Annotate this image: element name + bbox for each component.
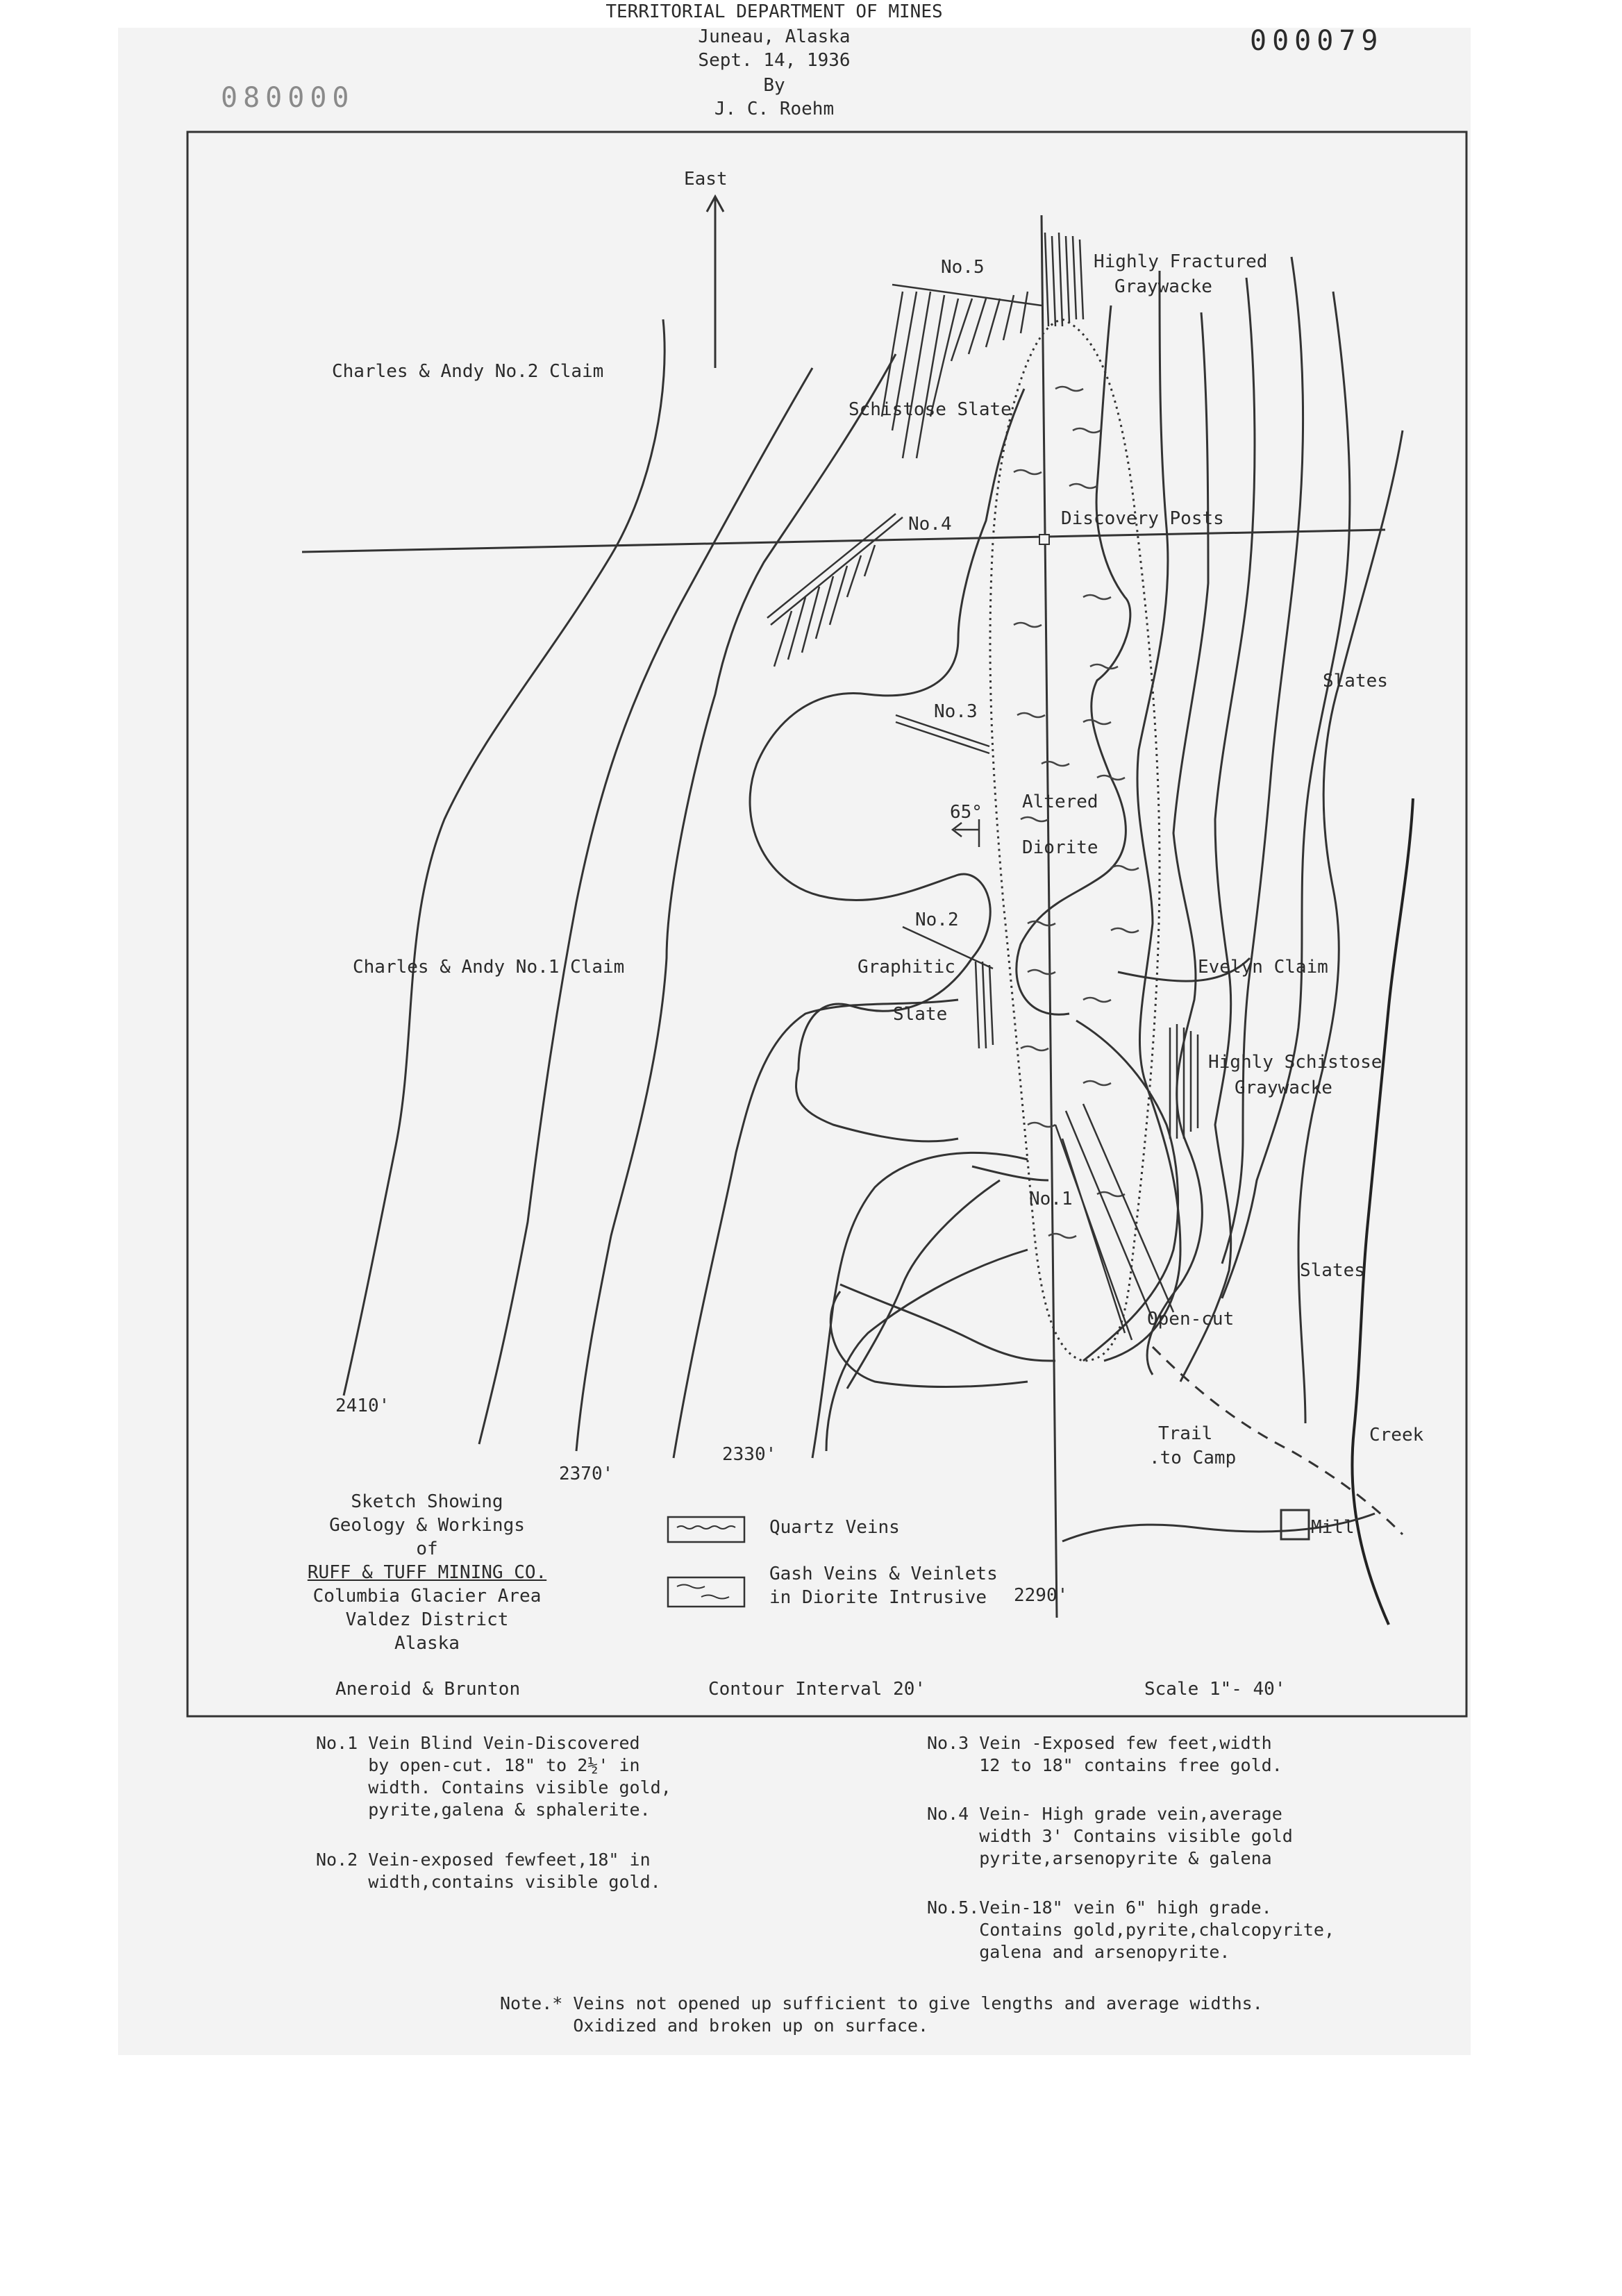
- legend-gash-label-2: in Diorite Intrusive: [769, 1587, 987, 1608]
- claim-no2-label: Charles & Andy No.2 Claim: [332, 361, 604, 382]
- slates-lower-label: Slates: [1300, 1260, 1365, 1281]
- legend-quartz-label: Quartz Veins: [769, 1517, 900, 1538]
- vein-no1-label: No.1: [1029, 1189, 1073, 1209]
- diorite-label: Diorite: [1022, 837, 1098, 858]
- discovery-posts-label: Discovery Posts: [1061, 508, 1224, 529]
- header-department: TERRITORIAL DEPARTMENT OF MINES: [605, 1, 943, 22]
- trail-label-2: .to Camp: [1149, 1448, 1237, 1468]
- vein-no5-hatch: [882, 285, 1042, 458]
- legend-title-5: Columbia Glacier Area: [312, 1586, 542, 1607]
- vein-no3-label: No.3: [934, 701, 978, 722]
- creek-label: Creek: [1369, 1425, 1424, 1446]
- contour-2290-label: 2290': [1014, 1585, 1069, 1606]
- discovery-post-marker: [1039, 535, 1049, 544]
- note-footnote: Note.* Veins not opened up sufficient to give lengths and average widths. Oxidized and broken up on surface.: [500, 1993, 1263, 2036]
- header-date: Sept. 14, 1936: [698, 50, 851, 71]
- contour-2330-label: 2330': [722, 1444, 777, 1465]
- header-author: J. C. Roehm: [714, 99, 835, 119]
- legend-gash-symbol: [668, 1577, 744, 1607]
- vein-no5-label: No.5: [941, 257, 985, 278]
- note-vein-no3: No.3 Vein -Exposed few feet,width 12 to 18" contains free gold.: [927, 1733, 1282, 1775]
- creek-line: [1352, 798, 1413, 1625]
- aneroid-label: Aneroid & Brunton: [335, 1679, 521, 1700]
- legend-title-2: Geology & Workings: [329, 1515, 525, 1536]
- slates-upper-label: Slates: [1323, 671, 1388, 692]
- header-by: By: [763, 75, 785, 96]
- legend-gash-label-1: Gash Veins & Veinlets: [769, 1564, 998, 1584]
- fractured-graywacke-hatch: [1045, 233, 1083, 326]
- vein-no4-label: No.4: [908, 514, 952, 535]
- vein-no2-label: No.2: [915, 910, 959, 930]
- open-cut-label: Open-cut: [1147, 1309, 1235, 1330]
- legend-company: RUFF & TUFF MINING CO.: [307, 1562, 547, 1583]
- mill-building: [1281, 1510, 1309, 1539]
- claim-no1-label: Charles & Andy No.1 Claim: [353, 957, 625, 978]
- east-label: East: [684, 169, 728, 190]
- stamp-top-left: 080000: [221, 82, 355, 114]
- header-location: Juneau, Alaska: [698, 26, 851, 47]
- trail-label-1: Trail: [1158, 1423, 1213, 1444]
- contour-lines: [344, 257, 1403, 1458]
- note-vein-no4: No.4 Vein- High grade vein,average width 3' Contains visible gold pyrite,arsenopyrite & galena: [927, 1804, 1293, 1868]
- slate-label: Slate: [893, 1004, 948, 1025]
- dip-label: 65°: [950, 802, 983, 823]
- schistose-label-2: Graywacke: [1235, 1078, 1332, 1098]
- legend-title-6: Valdez District: [345, 1609, 509, 1630]
- note-vein-no5: No.5.Vein-18" vein 6" high grade. Contains gold,pyrite,chalcopyrite, galena and arsenopyrite.: [927, 1897, 1335, 1962]
- claim-baseline: [302, 530, 1385, 552]
- vein-no4-hatch: [767, 514, 903, 667]
- stamp-top-right: 000079: [1250, 25, 1384, 57]
- schistose-slate-label: Schistose Slate: [848, 399, 1012, 420]
- altered-label: Altered: [1022, 791, 1098, 812]
- fractured-label-1: Highly Fractured: [1094, 251, 1268, 272]
- legend-title-7: Alaska: [394, 1633, 460, 1654]
- claim-center-line: [1042, 215, 1057, 1618]
- legend-title-1: Sketch Showing: [351, 1491, 503, 1512]
- note-vein-no2: No.2 Vein-exposed fewfeet,18" in width,contains visible gold.: [316, 1850, 661, 1892]
- contour-interval-label: Contour Interval 20': [708, 1679, 926, 1700]
- schistose-graywacke-hatch: [1170, 1024, 1198, 1139]
- dip-arrow-icon: [953, 819, 979, 847]
- note-vein-no1: No.1 Vein Blind Vein-Discovered by open-cut. 18" to 2½' in width. Contains visible gold, pyrite,galena & sphalerite.: [316, 1733, 671, 1820]
- graphitic-label: Graphitic: [858, 957, 955, 978]
- scale-label: Scale 1"- 40': [1144, 1679, 1286, 1700]
- legend-title-3: of: [416, 1539, 438, 1559]
- contour-2410-label: 2410': [335, 1396, 390, 1416]
- vein-no1-open-cut: [1055, 1104, 1173, 1340]
- vein-no2-hatch: [903, 927, 993, 1048]
- contour-2370-label: 2370': [559, 1464, 614, 1484]
- legend-quartz-symbol: [668, 1517, 744, 1542]
- mill-label: Mill: [1311, 1517, 1355, 1538]
- claim-evelyn-label: Evelyn Claim: [1198, 957, 1328, 978]
- east-arrow-icon: [707, 196, 724, 368]
- schistose-label-1: Highly Schistose: [1208, 1052, 1382, 1073]
- fractured-label-2: Graywacke: [1114, 276, 1212, 297]
